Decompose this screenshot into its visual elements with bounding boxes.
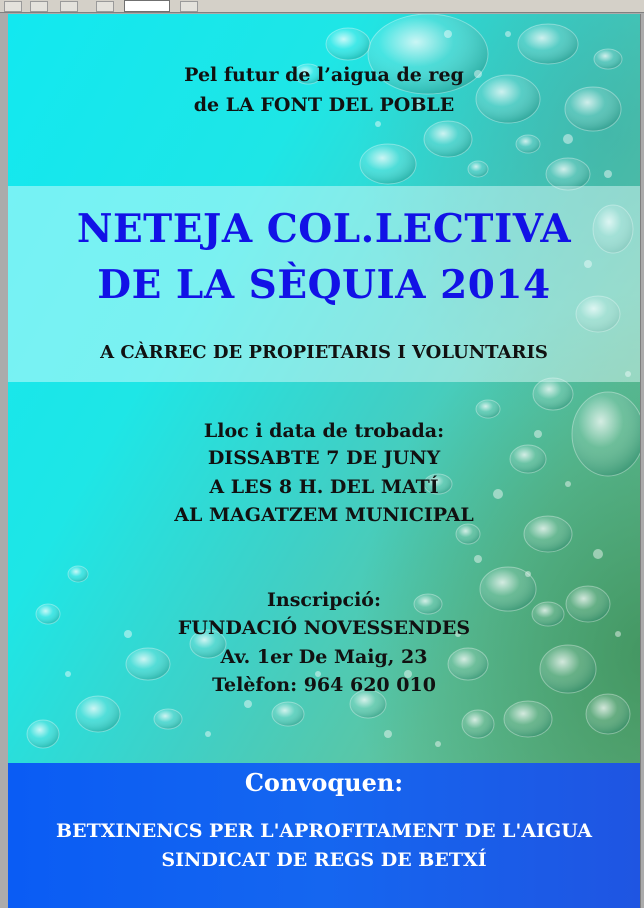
subtitle: A CÀRREC DE PROPIETARIS I VOLUNTARIS <box>100 342 548 363</box>
registration-org: FUNDACIÓ NOVESSENDES <box>177 617 471 639</box>
registration-label: Inscripció: <box>267 589 381 611</box>
registration-address: Av. 1er De Maig, 23 <box>220 646 428 668</box>
meeting-label: Lloc i data de trobada: <box>203 420 445 442</box>
meeting-date: DISSABTE 7 DE JUNY <box>207 447 441 469</box>
meeting-time: A LES 8 H. DEL MATÍ <box>209 476 439 498</box>
registration-phone: Telèfon: 964 620 010 <box>212 674 436 696</box>
toolbar-button[interactable] <box>4 1 22 12</box>
toolbar-button[interactable] <box>60 1 78 12</box>
toolbar-button[interactable] <box>30 1 48 12</box>
main-title-line-1: NETEJA COL.LECTIVA <box>76 206 572 252</box>
poster-page <box>8 14 641 908</box>
page-number-field[interactable] <box>124 0 170 12</box>
main-title-line-2: DE LA SÈQUIA 2014 <box>97 262 551 308</box>
meeting-place: AL MAGATZEM MUNICIPAL <box>174 504 474 526</box>
header-line-2: de LA FONT DEL POBLE <box>193 94 455 116</box>
footer-org-2: SINDICAT DE REGS DE BETXÍ <box>161 849 487 871</box>
viewer-toolbar <box>0 0 644 13</box>
toolbar-button[interactable] <box>96 1 114 12</box>
header-line-1: Pel futur de l’aigua de reg <box>184 64 464 86</box>
toolbar-button[interactable] <box>180 1 198 12</box>
footer-label: Convoquen: <box>244 768 404 797</box>
footer-org-1: BETXINENCS PER L'APROFITAMENT DE L'AIGUA <box>56 820 592 842</box>
